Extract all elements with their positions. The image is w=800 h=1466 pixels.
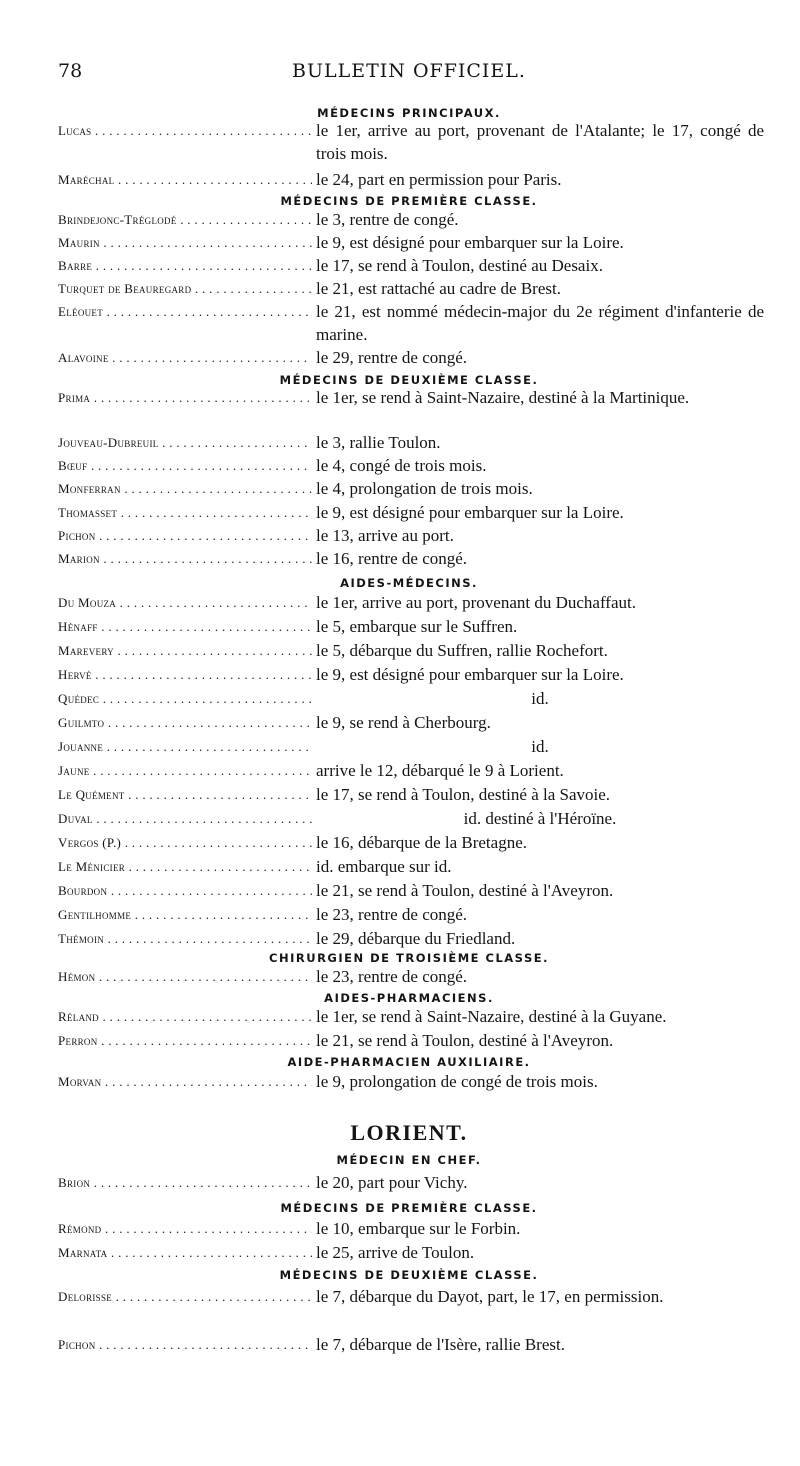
- entry-text: id. destiné à l'Héroïne.: [463, 809, 617, 828]
- entry-text: le 16, débarque de la Bretagne.: [316, 833, 527, 852]
- entry-name: Réland . . .: [58, 1006, 312, 1029]
- entry: [58, 856, 764, 879]
- entry-name: Hervé . . .: [58, 664, 312, 687]
- section-heading: MÉDECINS PRINCIPAUX.: [317, 106, 501, 120]
- entry-text: le 24, part en permission pour Paris.: [316, 170, 562, 189]
- entry-name: Monferran . . .: [58, 478, 312, 501]
- section-heading: MÉDECINS DE DEUXIÈME CLASSE.: [279, 1268, 539, 1282]
- entry: [58, 664, 764, 687]
- section-heading: MÉDECINS DE PREMIÈRE CLASSE.: [280, 1201, 538, 1215]
- entry: [58, 832, 764, 855]
- entry-text: le 1er, se rend à Saint-Nazaire, destiné à la Martinique.: [316, 388, 690, 407]
- entry-text: le 9, est désigné pour embarquer sur la Loire.: [316, 233, 624, 252]
- entry-name: Lucas . . .: [58, 120, 312, 143]
- entry-name: Marevery . . .: [58, 640, 312, 663]
- entry-text: le 5, débarque du Suffren, rallie Rochefort.: [316, 641, 608, 660]
- entry-name: Thomasset . . .: [58, 502, 312, 525]
- entry: [58, 736, 764, 759]
- section-heading: MÉDECINS DE PREMIÈRE CLASSE.: [280, 194, 538, 208]
- section-heading: AIDE-PHARMACIEN AUXILIAIRE.: [287, 1055, 531, 1069]
- entry-name: Du Mouza . . .: [58, 592, 312, 615]
- entry-name: Bœuf . . .: [58, 455, 312, 478]
- entry-text: le 10, embarque sur le Forbin.: [316, 1219, 521, 1238]
- entry: [58, 1172, 764, 1195]
- entry-text: le 16, rentre de congé.: [316, 549, 468, 568]
- entry-text: le 23, rentre de congé.: [316, 967, 468, 986]
- entry: [58, 209, 764, 232]
- entry-name: Prima . . .: [58, 387, 312, 410]
- entry-text: le 9, est désigné pour embarquer sur la Loire.: [316, 665, 624, 684]
- entry-name: Bourdon . . .: [58, 880, 312, 903]
- entry-name: Le Quément . . .: [58, 784, 312, 807]
- entry: [58, 688, 764, 711]
- entry-name: Le Ménicier . . .: [58, 856, 312, 879]
- entry-text: arrive le 12, débarqué le 9 à Lorient.: [316, 761, 564, 780]
- entry: [58, 712, 764, 735]
- entry: [58, 640, 764, 663]
- entry: [58, 278, 764, 301]
- entry-name: Maréchal . . .: [58, 169, 312, 192]
- entry: [58, 525, 764, 548]
- entry-name: Jouanne . . .: [58, 736, 312, 759]
- entry-text: le 21, se rend à Toulon, destiné à l'Aveyron.: [316, 881, 614, 900]
- entry-text: le 9, se rend à Cherbourg.: [316, 713, 491, 732]
- entry-name: Maurin . . .: [58, 232, 312, 255]
- section-heading: MÉDECINS DE DEUXIÈME CLASSE.: [279, 373, 539, 387]
- entry: [58, 904, 764, 927]
- entry: [58, 808, 764, 831]
- entry-name: Alavoine . . .: [58, 347, 312, 370]
- entry-text: le 7, débarque du Dayot, part, le 17, en permission.: [316, 1287, 664, 1306]
- entry-name: Jaune . . .: [58, 760, 312, 783]
- section-heading: AIDES-MÉDECINS.: [340, 576, 478, 590]
- entry-name: Hémon . . .: [58, 966, 312, 989]
- entry-name: Brindejonc-Tréglodé . . .: [58, 209, 312, 232]
- entry-text: id. embarque sur id.: [316, 857, 452, 876]
- entry-name: Hénaff . . .: [58, 616, 312, 639]
- entry-name: Pichon . . .: [58, 1334, 312, 1357]
- entry: [58, 432, 764, 455]
- entry-text: le 23, rentre de congé.: [316, 905, 468, 924]
- entry-text: le 21, est nommé médecin-major du 2e régiment d'infanterie de marine.: [316, 302, 764, 344]
- entry-name: Barre . . .: [58, 255, 312, 278]
- entry-text: id.: [531, 689, 549, 708]
- entry-name: Quédec . . .: [58, 688, 312, 711]
- entry: [58, 592, 764, 615]
- entry: [58, 232, 764, 255]
- entry-text: le 1er, se rend à Saint-Nazaire, destiné à la Guyane.: [316, 1007, 667, 1026]
- entry-text: le 25, arrive de Toulon.: [316, 1243, 475, 1262]
- entry: [58, 120, 764, 165]
- entry-text: le 29, débarque du Friedland.: [316, 929, 516, 948]
- entry: [58, 1286, 764, 1309]
- section-heading: MÉDECIN EN CHEF.: [336, 1153, 482, 1167]
- entry: [58, 301, 764, 346]
- entry-text: le 21, est rattaché au cadre de Brest.: [316, 279, 561, 298]
- entry-name: Gentilhomme . . .: [58, 904, 312, 927]
- entry-name: Eléouet . . .: [58, 301, 312, 324]
- section-heading: AIDES-PHARMACIENS.: [324, 991, 494, 1005]
- page-header: [58, 60, 760, 86]
- entry: [58, 784, 764, 807]
- entry: [58, 255, 764, 278]
- entry: [58, 928, 764, 951]
- entry: [58, 548, 764, 571]
- entry-text: le 7, débarque de l'Isère, rallie Brest.: [316, 1335, 565, 1354]
- entry-text: le 3, rallie Toulon.: [316, 433, 441, 452]
- entry: [58, 966, 764, 989]
- entry: [58, 347, 764, 370]
- entry-name: Guilmto . . .: [58, 712, 312, 735]
- entry-name: Marion . . .: [58, 548, 312, 571]
- entry: [58, 1242, 764, 1265]
- entry-text: le 17, se rend à Toulon, destiné à la Savoie.: [316, 785, 611, 804]
- entry: [58, 1030, 764, 1053]
- entry-text: le 4, congé de trois mois.: [316, 456, 487, 475]
- page-number: 78: [58, 60, 83, 82]
- entry-text: le 1er, arrive au port, provenant du Duchaffaut.: [316, 593, 636, 612]
- entry: [58, 1071, 764, 1094]
- entry: [58, 455, 764, 478]
- entry: [58, 880, 764, 903]
- entry-name: Brion . . .: [58, 1172, 312, 1195]
- entry-name: Perron . . .: [58, 1030, 312, 1053]
- entry-name: Pichon . . .: [58, 525, 312, 548]
- entry-text: le 17, se rend à Toulon, destiné au Desaix.: [316, 256, 603, 275]
- entry-text: le 3, rentre de congé.: [316, 210, 459, 229]
- entry: [58, 1334, 764, 1357]
- entry: [58, 478, 764, 501]
- port-title: LORIENT.: [350, 1120, 468, 1145]
- entry-text: le 4, prolongation de trois mois.: [316, 479, 533, 498]
- entry: [58, 502, 764, 525]
- entry-text: le 9, prolongation de congé de trois mois.: [316, 1072, 598, 1091]
- entry-text: le 1er, arrive au port, provenant de l'Atalante; le 17, congé de trois mois.: [316, 121, 764, 163]
- entry-text: le 5, embarque sur le Suffren.: [316, 617, 518, 636]
- entry-text: le 21, se rend à Toulon, destiné à l'Aveyron.: [316, 1031, 614, 1050]
- entry-name: Vergos (P.) . . .: [58, 832, 312, 855]
- entry-name: Turquet de Beauregard . . .: [58, 278, 312, 301]
- entry-name: Jouveau-Dubreuil . . .: [58, 432, 312, 455]
- entry-name: Duval . . .: [58, 808, 312, 831]
- entry-name: Morvan . . .: [58, 1071, 312, 1094]
- entry-text: id.: [531, 737, 549, 756]
- entry-name: Thémoin . . .: [58, 928, 312, 951]
- entry: [58, 760, 764, 783]
- entry-name: Marnata . . .: [58, 1242, 312, 1265]
- entry: [58, 1218, 764, 1241]
- entry: [58, 1006, 764, 1029]
- entry-name: Rémond . . .: [58, 1218, 312, 1241]
- entry-name: Delorisse . . .: [58, 1286, 312, 1309]
- entry-text: le 13, arrive au port.: [316, 526, 454, 545]
- entry-text: le 29, rentre de congé.: [316, 348, 468, 367]
- entry: [58, 387, 764, 410]
- entry: [58, 616, 764, 639]
- entry-text: le 9, est désigné pour embarquer sur la Loire.: [316, 503, 624, 522]
- entry: [58, 169, 764, 192]
- page-title: BULLETIN OFFICIEL.: [292, 60, 526, 82]
- section-heading: CHIRURGIEN DE TROISIÈME CLASSE.: [269, 951, 549, 965]
- entry-text: le 20, part pour Vichy.: [316, 1173, 468, 1192]
